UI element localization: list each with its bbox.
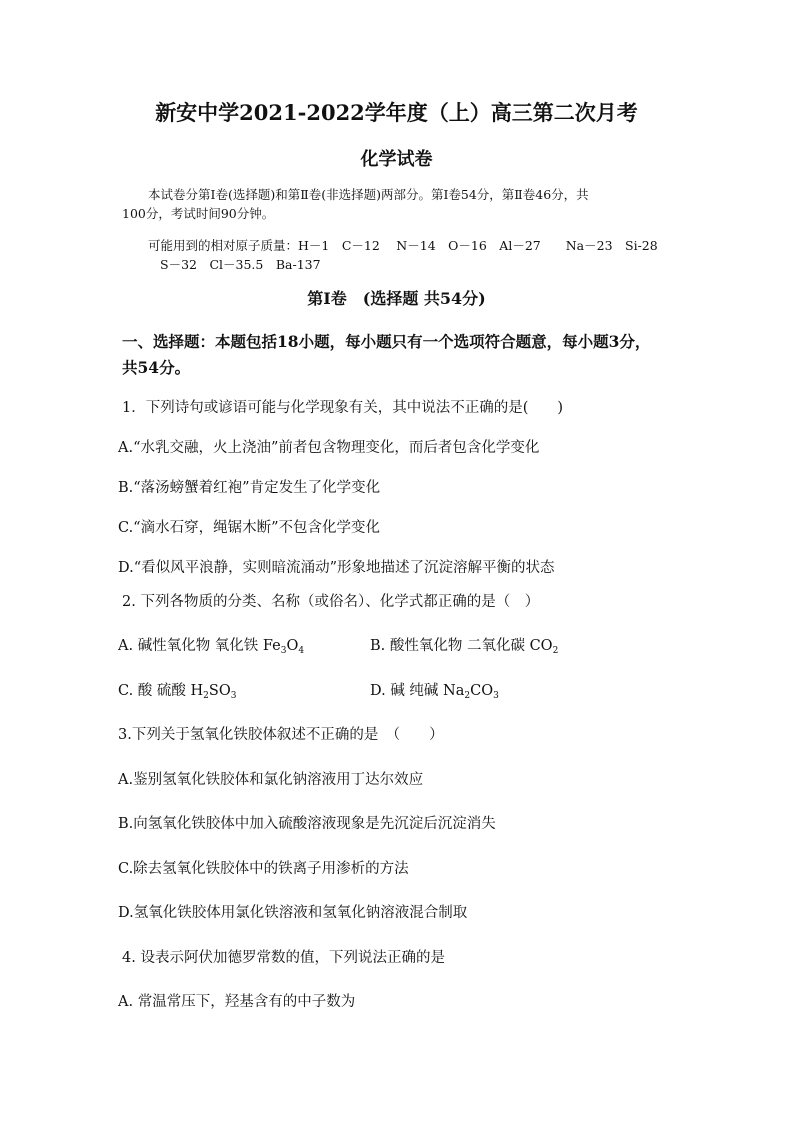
question-1-option-a: A.“水乳交融，火上浇油”前者包含物理变化，而后者包含化学变化 [118,440,540,456]
question-1-option-b: B.“落汤螃蟹着红袍”肯定发生了化学变化 [118,480,381,496]
question-2-option-c: C. 酸 硫酸 $H_2SO_3$ [118,683,237,701]
question-4-stem: 4. 设表示阿伏加德罗常数的值，下列说法正确的是 [122,950,445,966]
section-title: 第Ⅰ卷 (选择题 共54分) [307,289,486,308]
exam-subject: 化学试卷 [360,149,433,170]
question-1-stem: 1．下列诗句或谚语可能与化学现象有关，其中说法不正确的是( ) [122,400,564,416]
instructions-line-2: 100分，考试时间90分钟。 [122,206,275,221]
question-3-option-a: A.鉴别氢氧化铁胶体和氯化钠溶液用丁达尔效应 [118,772,424,788]
section-intro-line-1: 一、选择题：本题包括18小题，每小题只有一个选项符合题意，每小题3分， [122,332,651,351]
question-3-stem: 3.下列关于氢氧化铁胶体叙述不正确的是 （ ） [118,727,444,743]
question-3-option-b: B.向氢氧化铁胶体中加入硫酸溶液现象是先沉淀后沉淀消失 [118,816,496,832]
atomic-masses-line-2: S－32 Cl－35.5 Ba-137 [160,257,321,272]
question-2-option-d: D. 碱 纯碱 $Na_2CO_3$ [370,683,499,701]
question-3-option-d: D.氢氧化铁胶体用氯化铁溶液和氢氧化钠溶液混合制取 [118,905,468,921]
question-3-option-c: C.除去氢氧化铁胶体中的铁离子用渗析的方法 [118,861,409,877]
instructions-line-1: 本试卷分第Ⅰ卷(选择题)和第Ⅱ卷(非选择题)两部分。第Ⅰ卷54分，第Ⅱ卷46分，共 [148,187,589,202]
question-2-option-b: B. 酸性氧化物 二氧化碳 $CO_2$ [370,638,559,656]
question-1-option-c: C.“滴水石穿，绳锯木断”不包含化学变化 [118,520,381,536]
exam-title: 新安中学2021-2022学年度（上）高三第二次月考 [155,100,638,125]
question-2-stem: 2. 下列各物质的分类、名称（或俗名）、化学式都正确的是（ ） [122,594,540,610]
question-1-option-d: D.“看似风平浪静，实则暗流涌动”形象地描述了沉淀溶解平衡的状态 [118,560,555,576]
section-intro-line-2: 共54分。 [122,358,191,377]
atomic-masses-line-1: 可能用到的相对原子质量：H－1 C－12 N－14 O－16 Al－27 Na－23 Si-28 [148,238,658,253]
question-4-option-a: A. 常温常压下，羟基含有的中子数为 [118,994,356,1010]
question-2-option-a: A. 碱性氧化物 氧化铁 $Fe_3O_4$ [118,638,305,656]
